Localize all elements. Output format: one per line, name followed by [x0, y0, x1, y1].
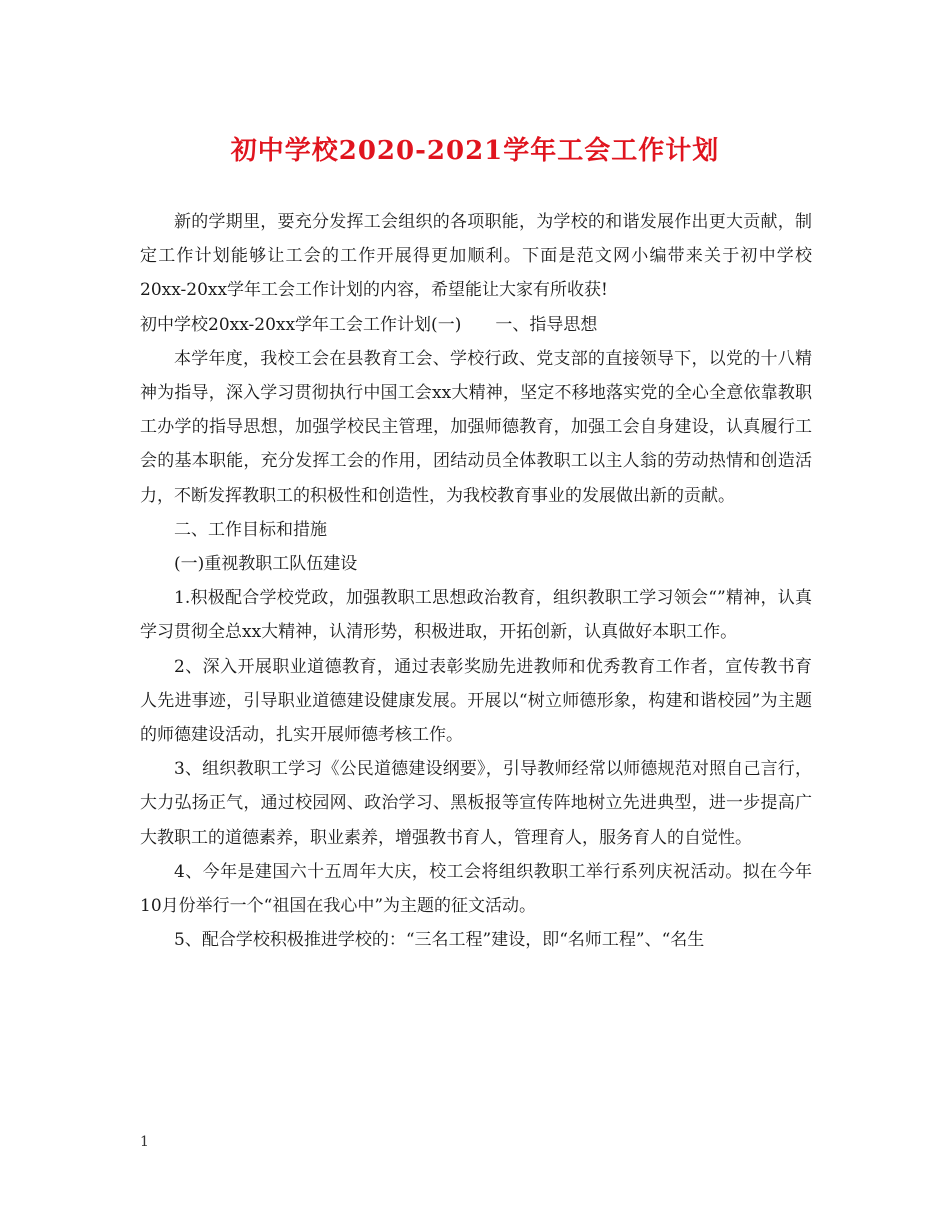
paragraph-item-2: 2、深入开展职业道德教育，通过表彰奖励先进教师和优秀教育工作者，宣传教书育人先进事迹，引导职业道德建设健康发展。开展以“树立师德形象，构建和谐校园”为主题的师德建设活动，扎实开展师德考核工作。 [140, 656, 812, 746]
paragraph-goals-heading: 二、工作目标和措施 [174, 519, 327, 540]
paragraph-item-5: 5、配合学校积极推进学校的：“三名工程”建设，即“名师工程”、“名生 [174, 930, 705, 951]
paragraph-item-1: 1.积极配合学校党政，加强教职工思想政治教育，组织教职工学习领会“”精神，认真学习贯彻全总xx大精神，认清形势，积极进取，开拓创新，认真做好本职工作。 [140, 588, 812, 643]
page-number: 1 [140, 1134, 149, 1150]
paragraph-section-heading: 初中学校20xx-20xx学年工会工作计划(一) 一、指导思想 [140, 314, 598, 335]
paragraph-guiding-thought: 本学年度，我校工会在县教育工会、学校行政、党支部的直接领导下，以党的十八精神为指导，深入学习贯彻执行中国工会xx大精神，坚定不移地落实党的全心全意依靠教职工办学的指导思想，加强学校民主管理，加强师德教育，加强工会自身建设，认真履行工会的基本职能，充分发挥工会的作用，团结动员全体教职工以主人翁的劳动热情和创造活力，不断发挥教职工的积极性和创造性，为我校教育事业的发展做出新的贡献。 [140, 348, 812, 506]
document-body [140, 205, 812, 957]
paragraph-item-3: 3、组织教职工学习《公民道德建设纲要》，引导教师经常以师德规范对照自己言行，大力弘扬正气，通过校园网、政治学习、黑板报等宣传阵地树立先进典型，进一步提高广大教职工的道德素养，职业素养，增强教书育人，管理育人，服务育人的自觉性。 [140, 759, 812, 848]
document-title: 初中学校2020-2021学年工会工作计划 [230, 136, 720, 166]
paragraph-subheading: (一)重视教职工队伍建设 [174, 554, 358, 575]
paragraph-intro: 新的学期里，要充分发挥工会组织的各项职能，为学校的和谐发展作出更大贡献，制定工作计划能够让工会的工作开展得更加顺利。下面是范文网小编带来关于初中学校20xx-20xx学年工会工作计划的内容，希望能让大家有所收获! [140, 212, 812, 301]
paragraph-item-4: 4、今年是建国六十五周年大庆，校工会将组织教职工举行系列庆祝活动。拟在今年10月份举行一个“祖国在我心中”为主题的征文活动。 [140, 861, 812, 917]
